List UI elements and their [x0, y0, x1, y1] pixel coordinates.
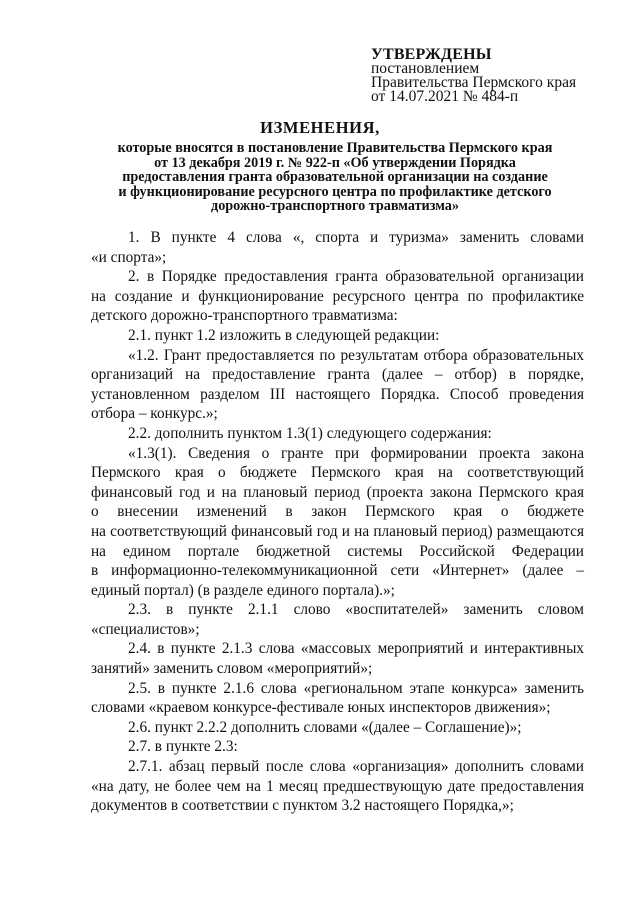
text-line: отбора – конкурс.»;	[91, 405, 218, 423]
text-line: 2.7. в пункте 2.3:	[128, 738, 238, 756]
text-line: документов в соответствии с пунктом 3.2 настоящего Порядка,»;	[91, 797, 514, 815]
text-line: Пермского края о бюджете Пермского края на соответствующий	[91, 464, 584, 482]
text-line: в информационно-телекоммуникационной сети «Интернет» (далее –	[91, 562, 584, 580]
text-line: «1.2. Грант предоставляется по результатам отбора образовательных	[128, 346, 584, 364]
document-title: ИЗМЕНЕНИЯ,	[260, 118, 380, 137]
text-line: 2.4. в пункте 2.1.3 слова «массовых мероприятий и интерактивных	[128, 640, 584, 658]
text-line: финансовый год и на плановый период (проекта закона Пермского края	[91, 483, 584, 501]
approval-line-2: Правительства Пермского края	[371, 74, 577, 91]
text-line: «1.3(1). Сведения о гранте при формировании проекта закона	[128, 444, 584, 462]
text-line: о внесении изменений в закон Пермского края о бюджете	[91, 503, 584, 521]
text-line: 2.2. дополнить пунктом 1.3(1) следующего содержания:	[128, 424, 492, 442]
subtitle-line: дорожно-транспортного травматизма»	[211, 198, 459, 214]
text-line: 2.5. в пункте 2.1.6 слова «региональном этапе конкурса» заменить	[128, 679, 584, 697]
text-line: «и спорта»;	[91, 248, 167, 266]
text-line: «специалистов»;	[91, 620, 200, 638]
approval-line-1: постановлением	[371, 60, 480, 77]
text-line: 2.6. пункт 2.2.2 дополнить словами «(далее – Соглашение)»;	[128, 718, 522, 736]
approval-title: УТВЕРЖДЕНЫ	[371, 46, 492, 63]
text-line: 2.7.1. абзац первый после слова «организация» дополнить словами	[128, 758, 584, 776]
text-line: 2. в Порядке предоставления гранта образовательной организации	[128, 268, 584, 286]
text-line: словами «краевом конкурсе-фестивале юных инспекторов движения»;	[91, 699, 551, 717]
text-line: единый портал) (в разделе единого портала).»;	[91, 581, 395, 599]
text-line: на создание и функционирование ресурсного центра по профилактике	[91, 287, 584, 305]
text-line: 2.1. пункт 1.2 изложить в следующей редакции:	[128, 326, 440, 344]
text-line: установленном разделом III настоящего Порядка. Способ проведения	[91, 385, 584, 403]
text-line: занятий» заменить словом «мероприятий»;	[91, 660, 373, 678]
approval-stamp	[371, 48, 576, 104]
approval-line-3: от 14.07.2021 № 484-п	[371, 88, 519, 105]
text-line: 2.3. в пункте 2.1.1 слово «воспитателей» заменить словом	[128, 601, 584, 619]
text-line: организаций на предоставление гранта (далее – отбор) в порядке,	[91, 366, 584, 384]
text-line: детского дорожно-транспортного травматизма:	[91, 307, 398, 325]
text-line: «на дату, не более чем на 1 месяц предшествующую дате предоставления	[91, 777, 584, 795]
document-body	[91, 228, 584, 816]
text-line: 1. В пункте 4 слова «, спорта и туризма» заменить словами	[128, 229, 584, 246]
subtitle-line: от 13 декабря 2019 г. № 922-п «Об утверждении Порядка	[154, 154, 516, 171]
subtitle-line: которые вносятся в постановление Правительства Пермского края	[117, 140, 553, 156]
subtitle-line: предоставления гранта образовательной организации на создание	[122, 169, 548, 185]
text-line: на соответствующий финансовый год и на плановый период) размещаются	[91, 522, 584, 540]
document-subtitle	[70, 141, 600, 214]
text-line: на едином портале бюджетной системы Российской Федерации	[91, 542, 584, 560]
subtitle-line: и функционирование ресурсного центра по профилактике детского	[118, 183, 552, 200]
